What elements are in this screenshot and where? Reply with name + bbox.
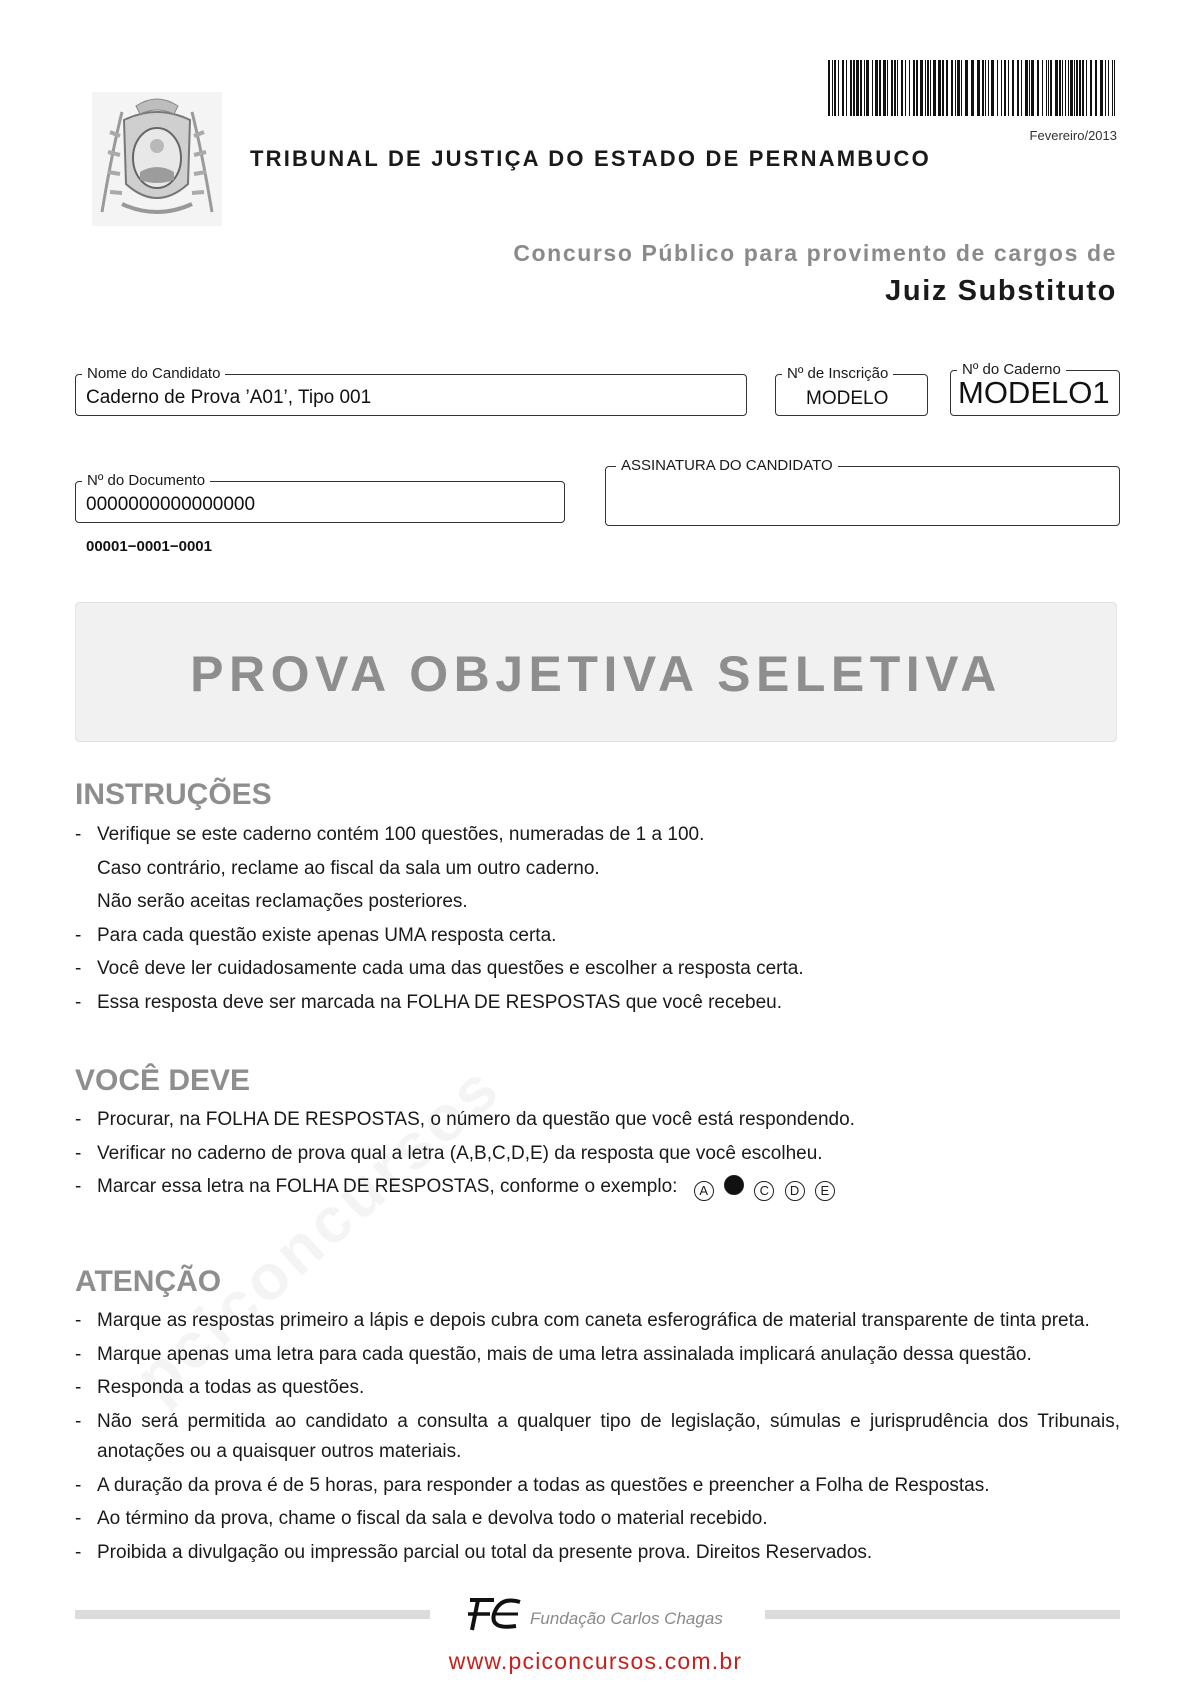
answer-bubble-a: A [694, 1181, 714, 1201]
atencao-text: Não será permitida ao candidato a consulta a qualquer tipo de legislação, súmulas e jurisprudência dos Tribunais, [97, 1410, 1120, 1432]
barcode-bar [1059, 60, 1061, 116]
list-item: - Marque apenas uma letra para cada questão, mais de uma letra assinalada implicará anulação dessa questão. [75, 1343, 1032, 1365]
atencao-text: Marque apenas uma letra para cada questão, mais de uma letra assinalada implicará anulação dessa questão. [97, 1343, 1032, 1365]
barcode-bar [991, 60, 994, 116]
candidate-name-value: Caderno de Prova ’A01’, Tipo 001 [86, 387, 372, 408]
document-field [75, 472, 565, 523]
barcode-bar [1008, 60, 1009, 116]
list-item: - Para cada questão existe apenas UMA resposta certa. [75, 924, 557, 946]
barcode-bar [1055, 60, 1058, 116]
list-item: - Responda a todas as questões. [75, 1377, 365, 1398]
foundation-name: Fundação Carlos Chagas [530, 1609, 723, 1628]
document-value: 0000000000000000 [86, 494, 256, 515]
barcode-bar [1108, 60, 1109, 116]
barcode-bar [872, 60, 873, 116]
barcode-bar [894, 60, 896, 116]
barcode-bar [1074, 60, 1075, 116]
instruction-text: Você deve ler cuidadosamente cada uma das questões e escolher a resposta certa. [97, 958, 804, 979]
position-title: Juiz Substituto [885, 275, 1117, 307]
court-name: TRIBUNAL DE JUSTIÇA DO ESTADO DE PERNAMBUCO [250, 146, 931, 171]
instruction-text: Essa resposta deve ser marcada na FOLHA DE RESPOSTAS que você recebeu. [97, 991, 783, 1013]
list-item: - Verifique se este caderno contém 100 questões, numeradas de 1 a 100. [75, 824, 705, 845]
barcode-bar [853, 60, 855, 116]
barcode-bar [933, 60, 936, 116]
list-item [75, 852, 1120, 886]
barcode-bar [1112, 60, 1113, 116]
barcode-bar [1048, 60, 1049, 116]
state-coat-of-arms-logo [92, 92, 222, 226]
barcode-bar [1012, 60, 1014, 116]
barcode-bar [1017, 60, 1019, 116]
signature-field [605, 457, 1120, 526]
barcode-bar [891, 60, 893, 116]
barcode-bar [1037, 60, 1039, 116]
barcode-bar [1046, 60, 1047, 116]
barcode-bar [1114, 60, 1115, 116]
exam-banner [75, 602, 1117, 742]
barcode [828, 60, 1118, 116]
list-item: - Procurar, na FOLHA DE RESPOSTAS, o número da questão que você está respondendo. [75, 1109, 855, 1130]
barcode-bar [901, 60, 903, 116]
barcode-bar [938, 60, 941, 116]
instruction-text: Verifique se este caderno contém 100 questões, numeradas de 1 a 100. [97, 824, 705, 845]
barcode-bar [860, 60, 862, 116]
instruction-text: Caso contrário, reclame ao fiscal da sala um outro caderno. [97, 857, 600, 879]
barcode-bar [971, 60, 974, 116]
registration-label: Nº de Inscrição [782, 365, 893, 383]
barcode-bar [1001, 60, 1002, 116]
instructions-title: INSTRUÇÕES [75, 778, 272, 811]
contest-subtitle: Concurso Público para provimento de cargos de [513, 240, 1117, 266]
barcode-bar [955, 60, 956, 116]
barcode-bar [1095, 60, 1097, 116]
barcode-bar [997, 60, 998, 116]
booklet-value: MODELO1 [958, 375, 1110, 410]
booklet-field [950, 361, 1120, 416]
list-item: - Marque as respostas primeiro a lápis e depois cubra com caneta esferográfica de material transparente de tinta preta. [75, 1310, 1090, 1331]
barcode-bar [1042, 60, 1043, 116]
footer-rule-right [765, 1610, 1120, 1619]
registration-field [775, 365, 928, 416]
candidate-name-label: Nome do Candidato [82, 365, 225, 383]
answer-bubble-e: E [815, 1181, 835, 1201]
barcode-bar [864, 60, 865, 116]
list-item [75, 1438, 1120, 1466]
voce-deve-text: Marcar essa letra na FOLHA DE RESPOSTAS, conforme o exemplo: [97, 1176, 678, 1197]
exam-title: PROVA OBJETIVA SELETIVA [190, 646, 1002, 702]
barcode-bar [832, 60, 833, 116]
candidate-name-field [75, 365, 747, 416]
signature-label: ASSINATURA DO CANDIDATO [616, 457, 838, 475]
barcode-bar [834, 60, 836, 116]
candidate-code: 00001−0001−0001 [86, 538, 212, 555]
barcode-bar [916, 60, 918, 116]
barcode-bar [930, 60, 931, 116]
voce-deve-text: Verificar no caderno de prova qual a letra (A,B,C,D,E) da resposta que você escolheu. [97, 1142, 823, 1164]
list-item [75, 885, 1120, 919]
site-url[interactable]: www.pciconcursos.com.br [448, 1648, 743, 1674]
barcode-bar [1029, 60, 1030, 116]
barcode-bar [866, 60, 869, 116]
exam-date: Fevereiro/2013 [1029, 128, 1117, 143]
barcode-bar [985, 60, 986, 116]
barcode-bar [856, 60, 859, 116]
instructions-list [75, 818, 1120, 1019]
list-item: - A duração da prova é de 5 horas, para responder a todas as questões e preencher a Folha de Respostas. [75, 1474, 990, 1496]
barcode-bar [838, 60, 839, 116]
barcode-bar [1082, 60, 1084, 116]
voce-deve-title: VOCÊ DEVE [75, 1064, 251, 1097]
answer-example [689, 1176, 835, 1197]
barcode-bar [913, 60, 915, 116]
list-item: - Ao término da prova, chame o fiscal da sala e devolva todo o material recebido. [75, 1508, 768, 1529]
barcode-bar [1050, 60, 1052, 116]
barcode-bar [1004, 60, 1006, 116]
barcode-bar [957, 60, 960, 116]
barcode-bar [1021, 60, 1022, 116]
barcode-bar [925, 60, 926, 116]
voce-deve-text: Procurar, na FOLHA DE RESPOSTAS, o número da questão que você está respondendo. [97, 1109, 855, 1130]
barcode-bar [850, 60, 852, 116]
atencao-text: anotações ou a quaisquer outros materiais. [97, 1440, 462, 1462]
atencao-text: Responda a todas as questões. [97, 1377, 365, 1398]
barcode-bar [1090, 60, 1092, 116]
barcode-bar [988, 60, 989, 116]
barcode-bar [1076, 60, 1078, 116]
barcode-bar [927, 60, 929, 116]
barcode-bar [982, 60, 984, 116]
barcode-bar [879, 60, 881, 116]
answer-bubble-d: D [785, 1181, 805, 1201]
barcode-bar [1079, 60, 1081, 116]
barcode-bar [1025, 60, 1028, 116]
barcode-bar [977, 60, 980, 116]
barcode-bar [1065, 60, 1066, 116]
barcode-bar [828, 60, 830, 116]
barcode-bar [897, 60, 898, 116]
barcode-bar [883, 60, 886, 116]
barcode-bar [920, 60, 923, 116]
barcode-bar [942, 60, 944, 116]
atencao-text: Proibida a divulgação ou impressão parcial ou total da presente prova. Direitos Reservados. [97, 1541, 873, 1563]
barcode-bar [875, 60, 878, 116]
barcode-bar [1086, 60, 1087, 116]
barcode-bar [946, 60, 948, 116]
list-item: - Marcar essa letra na FOLHA DE RESPOSTAS, conforme o exemplo: A C D E [75, 1170, 1120, 1204]
list-item: - Verificar no caderno de prova qual a letra (A,B,C,D,E) da resposta que você escolheu. [75, 1142, 823, 1164]
document-label: Nº do Documento [82, 472, 210, 490]
fcc-logo [464, 1590, 526, 1634]
booklet-label: Nº do Caderno [957, 361, 1066, 379]
barcode-bar [1031, 60, 1034, 116]
barcode-bar [965, 60, 968, 116]
barcode-bar [846, 60, 847, 116]
list-item: - Não será permitida ao candidato a consulta a qualquer tipo de legislação, súmulas e jurisprudência dos Tribunais, [75, 1405, 1120, 1438]
barcode-bar [909, 60, 910, 116]
barcode-bar [905, 60, 906, 116]
barcode-bar [1100, 60, 1103, 116]
atencao-text: A duração da prova é de 5 horas, para responder a todas as questões e preencher a Folha de Respostas. [97, 1474, 990, 1496]
atencao-title: ATENÇÃO [75, 1265, 222, 1298]
list-item: - Proibida a divulgação ou impressão parcial ou total da presente prova. Direitos Reservados. [75, 1541, 873, 1563]
answer-bubble-b-filled [724, 1175, 744, 1195]
barcode-bar [1105, 60, 1106, 116]
barcode-bar [961, 60, 962, 116]
barcode-bar [951, 60, 953, 116]
barcode-bar [842, 60, 844, 116]
list-item: - Essa resposta deve ser marcada na FOLHA DE RESPOSTAS que você recebeu. [75, 991, 783, 1013]
barcode-bar [1068, 60, 1069, 116]
registration-value: MODELO [806, 388, 889, 409]
barcode-bar [887, 60, 888, 116]
voce-deve-list [75, 1103, 1120, 1204]
instruction-text: Para cada questão existe apenas UMA resposta certa. [97, 924, 557, 946]
atencao-text: Marque as respostas primeiro a lápis e depois cubra com caneta esferográfica de material transparente de tinta preta. [97, 1310, 1090, 1331]
list-item: - Você deve ler cuidadosamente cada uma das questões e escolher a resposta certa. [75, 958, 804, 979]
footer-rule-left [75, 1610, 430, 1619]
barcode-bar [1062, 60, 1063, 116]
barcode-bar [1070, 60, 1073, 116]
answer-bubble-c: C [754, 1181, 774, 1201]
atencao-text: Ao término da prova, chame o fiscal da sala e devolva todo o material recebido. [97, 1508, 768, 1529]
instruction-text: Não serão aceitas reclamações posteriores. [97, 891, 468, 912]
